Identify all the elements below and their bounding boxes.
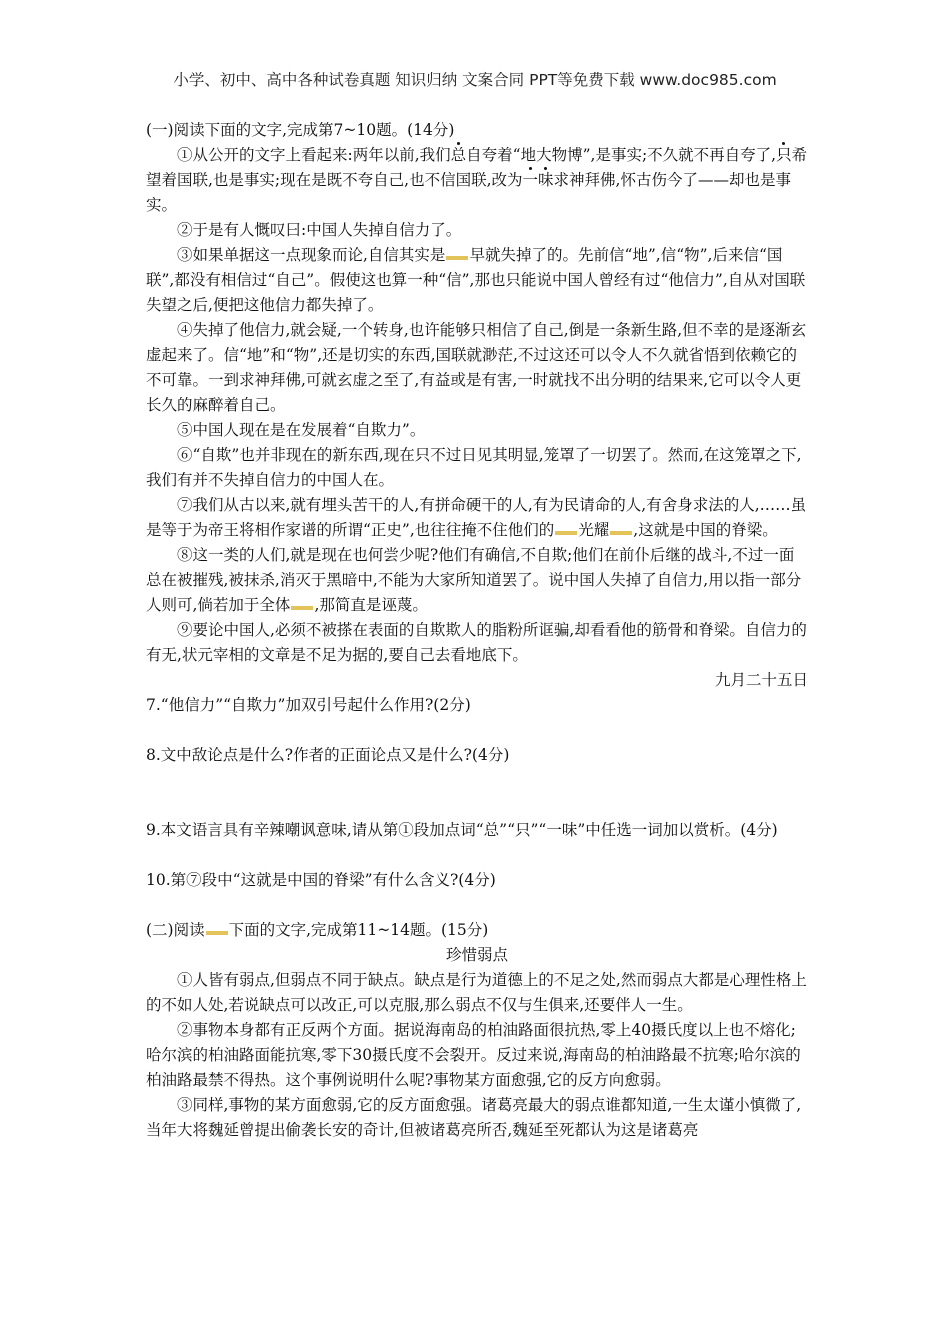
highlight-mark <box>555 531 577 535</box>
question-9: 9.本文语言具有辛辣嘲讽意味,请从第①段加点词“总”“只”“一味”中任选一词加以赏析。(4分) <box>146 821 778 839</box>
paragraph-8 <box>146 543 808 618</box>
p8-text-a: ⑧这一类的人们,就是现在也何尝少呢?他们有确信,不自欺;他们在前仆后继的战斗,不过一面总在被摧残,被抹杀,消灭于黑暗中,不能为大家所知道罢了。说中国人失掉了自信力,用以指一部分人则可,倘若加于全体 <box>146 546 802 614</box>
paragraph-2: ②于是有人慨叹曰:中国人失掉自信力了。 <box>177 221 462 239</box>
page-header <box>0 68 950 90</box>
section1-intro: (一)阅读下面的文字,完成第7~10题。(14分) <box>146 121 455 139</box>
dotted-word-wei: 味 <box>538 171 554 189</box>
p1-text-d: 求神拜佛,怀古伤今了——却也是事实。 <box>146 171 791 214</box>
paragraph-6: ⑥“自欺”也并非现在的新东西,现在只不过日见其明显,笼罩了一切罢了。然而,在这笼罩之下,我们有并不失掉自信力的中国人在。 <box>146 446 802 489</box>
paragraph-5: ⑤中国人现在是在发展着“自欺力”。 <box>177 421 426 439</box>
dotted-word-zhi: 只 <box>776 146 792 164</box>
section2-intro <box>146 918 808 943</box>
dotted-word-yi: 一 <box>522 171 539 189</box>
date-line: 九月二十五日 <box>714 671 808 689</box>
highlight-mark <box>446 256 468 260</box>
header-text: 小学、初中、高中各种试卷真题 知识归纳 文案合同 PPT等免费下载 www.doc985.com <box>173 71 777 89</box>
p8-text-b: ,那简直是诬蔑。 <box>314 596 428 614</box>
answer-space <box>146 768 808 818</box>
highlight-mark <box>291 606 313 610</box>
highlight-mark <box>206 931 228 935</box>
s2-paragraph-3: ③同样,事物的某方面愈弱,它的反方面愈强。诸葛亮最大的弱点谁都知道,一生太谨小慎微了,当年大将魏延曾提出偷袭长安的奇计,但被诸葛亮所否,魏延至死都认为这是诸葛亮 <box>146 1096 802 1139</box>
p1-text-b: 自夸着“地大物博”,是事实;不久就不再自夸了, <box>466 146 777 164</box>
paragraph-9: ⑨要论中国人,必须不被搽在表面的自欺欺人的脂粉所诓骗,却看看他的筋骨和脊梁。自信力的有无,状元宰相的文章是不足为据的,要自己去看地底下。 <box>146 621 807 664</box>
s2-paragraph-1: ①人皆有弱点,但弱点不同于缺点。缺点是行为道德上的不足之处,然而弱点大都是心理性格上的不如人处,若说缺点可以改正,可以克服,那么弱点不仅与生俱来,还要伴人一生。 <box>146 971 807 1014</box>
question-7: 7.“他信力”“自欺力”加双引号起什么作用?(2分) <box>146 696 471 714</box>
p1-text-c: 希望着国联,也是事实;现在是既不夸自己,也不信国联,改为 <box>146 146 808 189</box>
paragraph-4: ④失掉了他信力,就会疑,一个转身,也许能够只相信了自己,倒是一条新生路,但不幸的是逐渐玄虚起来了。信“地”和“物”,还是切实的东西,国联就渺茫,不过这还可以令人不久就省悟到依赖它的不可靠。一到求神拜佛,可就玄虚之至了,有益或是有害,一时就找不出分明的结果来,它可以令人更长久的麻醉着自己。 <box>146 321 807 414</box>
s2-paragraph-2: ②事物本身都有正反两个方面。据说海南岛的柏油路面很抗热,零上40摄氏度以上也不熔化;哈尔滨的柏油路面能抗寒,零下30摄氏度不会裂开。反过来说,海南岛的柏油路最不抗寒;哈尔滨的柏油路最禁不得热。这个事例说明什么呢?事物某方面愈强,它的反方向愈弱。 <box>146 1021 801 1089</box>
dotted-word-zong: 总 <box>450 146 467 164</box>
answer-space <box>146 843 808 868</box>
highlight-mark <box>610 531 632 535</box>
paragraph-7 <box>146 493 808 543</box>
paragraph-3 <box>146 243 808 318</box>
p3-text-b: 早就失掉了的。先前信“地”,信“物”,后来信“国联”,都没有相信过“自己”。假使这也算一种“信”,那也只能说中国人曾经有过“他信力”,自从对国联失望之后,便把这他信力都失掉了。 <box>146 246 806 314</box>
p7-text-a: ⑦我们从古以来,就有埋头苦干的人,有拼命硬干的人,有为民请命的人,有舍身求法的人,……虽是等于为帝王将相作家谱的所谓“正史”,也往往掩不住他们的 <box>146 496 807 539</box>
paragraph-1 <box>146 143 808 218</box>
s2-intro-b: 下面的文字,完成第11~14题。(15分) <box>228 921 489 939</box>
question-10: 10.第⑦段中“这就是中国的脊梁”有什么含义?(4分) <box>146 871 496 889</box>
p7-text-c: ,这就是中国的脊梁。 <box>633 521 778 539</box>
question-8: 8.文中敌论点是什么?作者的正面论点又是什么?(4分) <box>146 746 510 764</box>
answer-space <box>146 893 808 918</box>
article-title: 珍惜弱点 <box>445 946 508 964</box>
p7-text-b: 光耀 <box>578 521 610 539</box>
p1-text-a: ①从公开的文字上看起来:两年以前,我们 <box>177 146 451 164</box>
s2-intro-a: (二)阅读 <box>146 921 205 939</box>
document-body <box>146 118 808 1143</box>
answer-space <box>146 718 808 743</box>
p3-text-a: ③如果单据这一点现象而论,自信其实是 <box>177 246 446 264</box>
